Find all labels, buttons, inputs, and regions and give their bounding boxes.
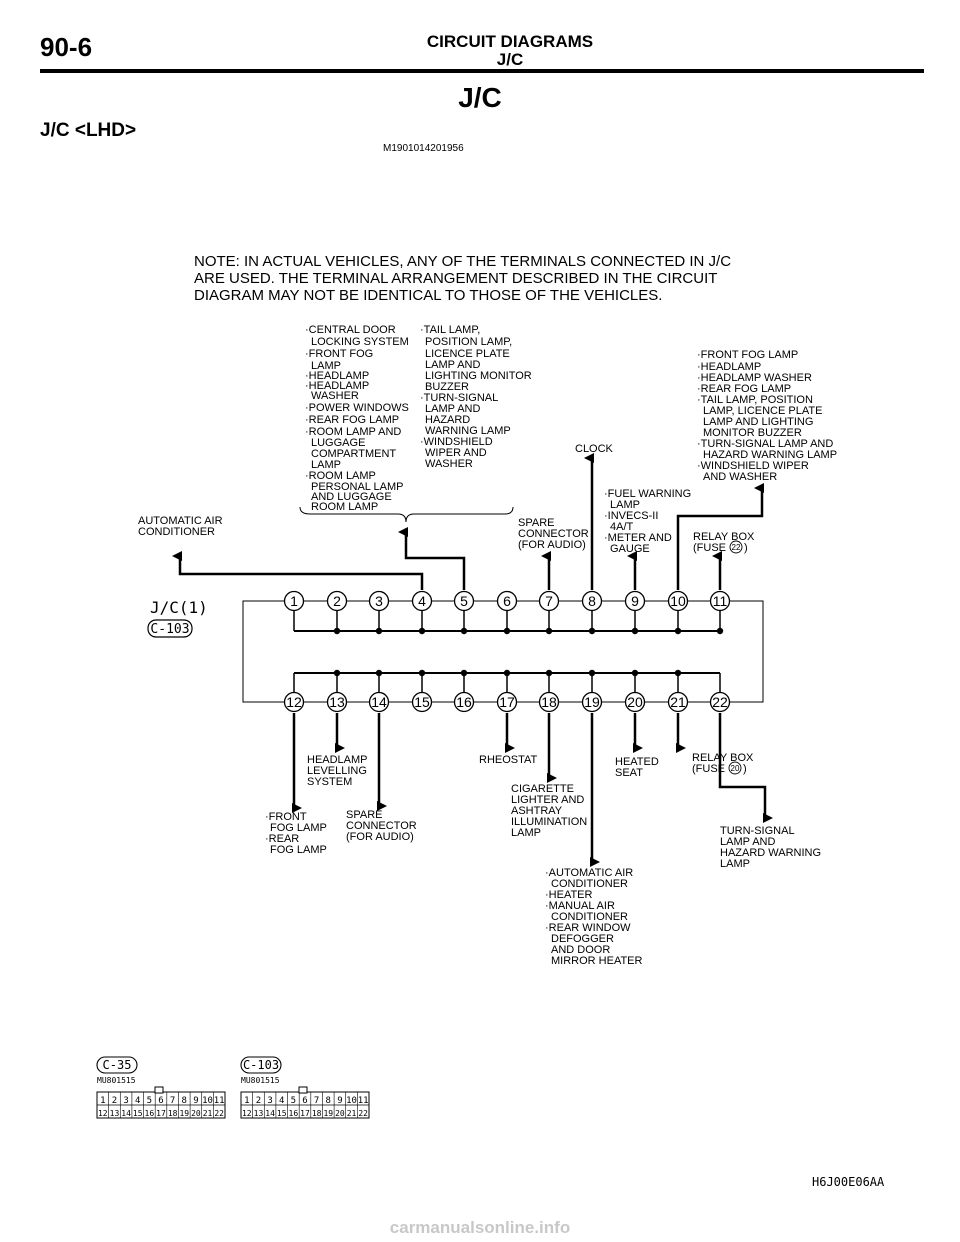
pin-number: 5 xyxy=(146,1096,153,1106)
svg-text:·INVECS-II: ·INVECS-II xyxy=(604,510,659,522)
svg-text:LAMP: LAMP xyxy=(311,459,341,471)
svg-text:LOCKING SYSTEM: LOCKING SYSTEM xyxy=(311,336,409,348)
svg-text:4A/T: 4A/T xyxy=(610,521,634,533)
svg-text:CONNECTOR: CONNECTOR xyxy=(346,820,417,832)
junction-dot xyxy=(504,670,510,676)
terminal-number: 13 xyxy=(329,694,345,710)
svg-text:MONITOR BUZZER: MONITOR BUZZER xyxy=(703,427,802,439)
watermark: carmanualsonline.info xyxy=(389,1218,571,1237)
label-cigarette xyxy=(511,783,587,839)
label-rheostat: RHEOSTAT xyxy=(479,754,538,766)
svg-text:MIRROR HEATER: MIRROR HEATER xyxy=(551,955,643,967)
pin-number: 14 xyxy=(265,1109,275,1118)
pin-number: 17 xyxy=(156,1109,166,1118)
pin-number: 21 xyxy=(202,1109,213,1118)
svg-text:WARNING LAMP: WARNING LAMP xyxy=(425,425,511,437)
junction-dot xyxy=(717,628,723,634)
terminal-number: 4 xyxy=(418,593,426,609)
junction-dot xyxy=(376,628,382,634)
svg-text:FOG LAMP: FOG LAMP xyxy=(270,844,327,856)
view-code: C-35 xyxy=(102,1058,132,1072)
label-auto-ac-top xyxy=(138,515,223,538)
terminal-number: 17 xyxy=(499,694,515,710)
pin-number: 10 xyxy=(346,1096,357,1106)
pin-number: 17 xyxy=(300,1109,310,1118)
svg-text:HEATED: HEATED xyxy=(615,756,659,768)
svg-text:HAZARD WARNING: HAZARD WARNING xyxy=(720,847,822,859)
terminal-number: 7 xyxy=(545,593,553,609)
terminal-number: 8 xyxy=(588,593,596,609)
pin-number: 11 xyxy=(213,1096,225,1106)
terminal-number: 14 xyxy=(371,694,387,710)
svg-text:·REAR: ·REAR xyxy=(265,833,300,845)
junction-dot xyxy=(632,628,638,634)
junction-dot xyxy=(376,670,382,676)
pin-number: 12 xyxy=(97,1109,108,1118)
pin-number: 4 xyxy=(135,1096,141,1106)
terminal-number: 6 xyxy=(503,593,511,609)
pin-number: 9 xyxy=(193,1096,199,1106)
svg-text:(FOR AUDIO): (FOR AUDIO) xyxy=(518,539,586,551)
svg-text:·FRONT: ·FRONT xyxy=(265,811,307,823)
svg-text:(FUSE: (FUSE xyxy=(692,763,725,775)
pin-number: 22 xyxy=(358,1109,369,1118)
svg-text:HAZARD WARNING LAMP: HAZARD WARNING LAMP xyxy=(703,449,838,461)
pin-number: 1 xyxy=(244,1096,250,1106)
svg-text:LAMP: LAMP xyxy=(311,360,341,372)
svg-text:·FRONT FOG: ·FRONT FOG xyxy=(305,348,374,360)
wire-t4-auto-ac xyxy=(180,556,422,590)
junction-dot xyxy=(334,628,340,634)
label-heated-seat xyxy=(615,756,659,779)
pin-number: 18 xyxy=(311,1109,322,1118)
svg-text:RELAY BOX: RELAY BOX xyxy=(693,531,755,543)
note-line: ARE USED. THE TERMINAL ARRANGEMENT DESCRIBED IN THE CIRCUIT xyxy=(194,270,718,287)
junction-block-outline xyxy=(243,601,763,702)
pin-number: 20 xyxy=(191,1109,201,1118)
svg-text:·CENTRAL DOOR: ·CENTRAL DOOR xyxy=(305,324,396,336)
svg-text:LEVELLING: LEVELLING xyxy=(307,765,367,777)
label-front-rear-fog xyxy=(265,811,327,856)
svg-text:SPARE: SPARE xyxy=(346,809,383,821)
junction-dot xyxy=(334,670,340,676)
svg-text:(FUSE: (FUSE xyxy=(693,542,726,554)
svg-text:): ) xyxy=(744,542,748,554)
terminal-number: 19 xyxy=(584,694,600,710)
terminal-number: 9 xyxy=(631,593,639,609)
svg-text:·ROOM LAMP AND: ·ROOM LAMP AND xyxy=(305,426,402,438)
view-part-number: MU801515 xyxy=(97,1076,136,1085)
svg-text:ROOM LAMP: ROOM LAMP xyxy=(311,501,379,513)
svg-text:POSITION LAMP,: POSITION LAMP, xyxy=(425,336,513,348)
svg-text:FOG LAMP: FOG LAMP xyxy=(270,822,327,834)
pin-number: 19 xyxy=(323,1109,334,1118)
svg-text:CONDITIONER: CONDITIONER xyxy=(551,878,628,890)
svg-text:GAUGE: GAUGE xyxy=(610,543,650,555)
label-turn-signal xyxy=(720,825,821,870)
terminal-number: 18 xyxy=(541,694,557,710)
wire-t5-central-door xyxy=(406,532,464,590)
pin-number: 13 xyxy=(253,1109,264,1118)
svg-text:·HEADLAMP: ·HEADLAMP xyxy=(697,361,762,373)
pin-number: 4 xyxy=(279,1096,285,1106)
svg-text:·TAIL LAMP,: ·TAIL LAMP, xyxy=(420,324,481,336)
svg-text:LAMP: LAMP xyxy=(720,858,750,870)
section-title: CIRCUIT DIAGRAMS xyxy=(426,32,594,51)
pin-number: 12 xyxy=(241,1109,252,1118)
svg-text:·REAR FOG LAMP: ·REAR FOG LAMP xyxy=(305,414,400,426)
svg-text:LAMP AND: LAMP AND xyxy=(720,836,776,848)
junction-dot xyxy=(461,628,467,634)
svg-text:LICENCE PLATE: LICENCE PLATE xyxy=(425,348,510,360)
label-front-fog-group xyxy=(697,349,837,483)
terminal-number: 2 xyxy=(333,593,341,609)
pin-number: 14 xyxy=(121,1109,131,1118)
section-number: 90-6 xyxy=(40,32,93,62)
diagram-title: J/C <LHD> xyxy=(40,120,137,141)
junction-dot xyxy=(419,670,425,676)
svg-text:·ROOM LAMP: ·ROOM LAMP xyxy=(305,470,376,482)
svg-text:·TURN-SIGNAL LAMP AND: ·TURN-SIGNAL LAMP AND xyxy=(697,438,834,450)
terminal-number: 12 xyxy=(286,694,302,710)
label-clock: CLOCK xyxy=(575,443,613,455)
top-terminals xyxy=(285,592,730,635)
svg-text:CONDITIONER: CONDITIONER xyxy=(138,526,215,538)
svg-text:AUTOMATIC AIR: AUTOMATIC AIR xyxy=(138,515,223,527)
svg-text:·HEATER: ·HEATER xyxy=(545,889,593,901)
terminal-number: 22 xyxy=(712,694,728,710)
junction-dot xyxy=(546,670,552,676)
svg-text:·MANUAL AIR: ·MANUAL AIR xyxy=(545,900,615,912)
svg-text:·TURN-SIGNAL: ·TURN-SIGNAL xyxy=(420,392,499,404)
svg-text:WASHER: WASHER xyxy=(425,458,473,470)
pin-number: 7 xyxy=(169,1096,176,1106)
view-part-number: MU801515 xyxy=(241,1076,280,1085)
section-subtitle: J/C xyxy=(496,50,524,69)
svg-text:HEADLAMP: HEADLAMP xyxy=(307,754,368,766)
pin-number: 21 xyxy=(346,1109,357,1118)
note-line: NOTE: IN ACTUAL VEHICLES, ANY OF THE TERMINALS CONNECTED IN J/C xyxy=(194,253,732,270)
svg-text:LAMP AND: LAMP AND xyxy=(425,359,481,371)
junction-dot xyxy=(461,670,467,676)
svg-text:DEFOGGER: DEFOGGER xyxy=(551,933,614,945)
pin-number: 16 xyxy=(288,1109,299,1118)
svg-text:AND LUGGAGE: AND LUGGAGE xyxy=(311,491,392,503)
junction-dot xyxy=(504,628,510,634)
page-title: J/C xyxy=(458,82,502,113)
pin-number: 8 xyxy=(181,1096,187,1106)
connector-code: C-103 xyxy=(150,622,190,637)
junction-dot xyxy=(675,670,681,676)
pin-number: 9 xyxy=(337,1096,343,1106)
svg-text:RELAY BOX: RELAY BOX xyxy=(692,752,754,764)
svg-text:·METER AND: ·METER AND xyxy=(604,532,672,544)
label-spare-bottom xyxy=(346,809,417,843)
figure-code: H6J00E06AA xyxy=(812,1175,885,1189)
junction-dot xyxy=(419,628,425,634)
pin-number: 2 xyxy=(111,1096,118,1106)
connector-view-c35 xyxy=(97,1057,225,1118)
pin-number: 15 xyxy=(132,1109,143,1118)
pin-number: 6 xyxy=(158,1096,164,1106)
document-code: M1901014201956 xyxy=(383,143,464,154)
svg-text:COMPARTMENT: COMPARTMENT xyxy=(311,448,397,460)
svg-text:PERSONAL LAMP: PERSONAL LAMP xyxy=(311,481,404,493)
svg-text:CONNECTOR: CONNECTOR xyxy=(518,528,589,540)
terminal-number: 10 xyxy=(670,593,686,609)
svg-text:·HEADLAMP WASHER: ·HEADLAMP WASHER xyxy=(697,372,812,384)
svg-text:WIPER AND: WIPER AND xyxy=(425,447,487,459)
svg-text:WASHER: WASHER xyxy=(311,390,359,402)
svg-text:BUZZER: BUZZER xyxy=(425,381,469,393)
svg-text:·HEADLAMP: ·HEADLAMP xyxy=(305,370,370,382)
svg-text:): ) xyxy=(743,763,747,775)
pin-number: 1 xyxy=(100,1096,106,1106)
pin-number: 7 xyxy=(313,1096,320,1106)
pin-number: 6 xyxy=(302,1096,308,1106)
note-line: DIAGRAM MAY NOT BE IDENTICAL TO THOSE OF THE VEHICLES. xyxy=(194,287,663,304)
svg-text:LIGHTING MONITOR: LIGHTING MONITOR xyxy=(425,370,532,382)
svg-text:·WINDSHIELD: ·WINDSHIELD xyxy=(420,436,493,448)
pin-number: 22 xyxy=(214,1109,225,1118)
label-relay-box-top xyxy=(693,531,755,554)
connector-view-c103 xyxy=(241,1057,369,1118)
svg-text:LAMP AND: LAMP AND xyxy=(425,403,481,415)
svg-text:LAMP AND LIGHTING: LAMP AND LIGHTING xyxy=(703,416,814,428)
view-latch xyxy=(155,1087,163,1093)
svg-text:ILLUMINATION: ILLUMINATION xyxy=(511,816,588,828)
terminal-number: 11 xyxy=(712,593,728,609)
bottom-terminals xyxy=(285,670,730,712)
terminal-number: 15 xyxy=(414,694,430,710)
svg-text:SYSTEM: SYSTEM xyxy=(307,776,353,788)
svg-text:(FOR AUDIO): (FOR AUDIO) xyxy=(346,831,414,843)
pin-number: 2 xyxy=(255,1096,262,1106)
terminal-number: 3 xyxy=(375,593,383,609)
view-latch xyxy=(299,1087,307,1093)
svg-text:LAMP: LAMP xyxy=(511,827,541,839)
svg-text:22: 22 xyxy=(731,543,741,552)
svg-text:LAMP: LAMP xyxy=(610,499,640,511)
svg-text:·REAR WINDOW: ·REAR WINDOW xyxy=(545,922,631,934)
svg-text:SEAT: SEAT xyxy=(615,767,643,779)
terminal-number: 1 xyxy=(290,593,298,609)
pin-number: 18 xyxy=(167,1109,178,1118)
pin-number: 10 xyxy=(202,1096,213,1106)
terminal-number: 21 xyxy=(670,694,686,710)
svg-text:CONDITIONER: CONDITIONER xyxy=(551,911,628,923)
svg-text:·HEADLAMP: ·HEADLAMP xyxy=(305,380,370,392)
svg-text:LUGGAGE: LUGGAGE xyxy=(311,437,366,449)
svg-text:HAZARD: HAZARD xyxy=(425,414,471,426)
junction-dot xyxy=(589,670,595,676)
svg-text:·POWER WINDOWS: ·POWER WINDOWS xyxy=(305,402,409,414)
pin-number: 11 xyxy=(357,1096,369,1106)
svg-text:LAMP, LICENCE PLATE: LAMP, LICENCE PLATE xyxy=(703,405,823,417)
pin-number: 3 xyxy=(123,1096,129,1106)
svg-text:TURN-SIGNAL: TURN-SIGNAL xyxy=(720,825,795,837)
junction-dot xyxy=(589,628,595,634)
svg-text:20: 20 xyxy=(730,764,740,773)
label-auto-ac-group xyxy=(545,867,643,967)
pin-number: 13 xyxy=(109,1109,120,1118)
pin-number: 16 xyxy=(144,1109,155,1118)
svg-text:AND DOOR: AND DOOR xyxy=(551,944,611,956)
svg-text:·AUTOMATIC AIR: ·AUTOMATIC AIR xyxy=(545,867,634,879)
pin-number: 5 xyxy=(290,1096,297,1106)
pin-number: 3 xyxy=(267,1096,273,1106)
svg-text:·FUEL WARNING: ·FUEL WARNING xyxy=(604,488,692,500)
pin-number: 8 xyxy=(325,1096,331,1106)
label-relay-box-bottom xyxy=(692,752,754,775)
top-wires xyxy=(180,458,762,590)
pin-number: 15 xyxy=(276,1109,287,1118)
svg-text:CIGARETTE: CIGARETTE xyxy=(511,783,574,795)
view-code: C-103 xyxy=(242,1058,280,1072)
label-central-door-group xyxy=(305,324,409,513)
connector-label: J/C(1) xyxy=(150,598,208,617)
svg-text:SPARE: SPARE xyxy=(518,517,555,529)
svg-text:LIGHTER AND: LIGHTER AND xyxy=(511,794,585,806)
svg-text:·FRONT FOG LAMP: ·FRONT FOG LAMP xyxy=(697,349,799,361)
svg-text:·REAR FOG LAMP: ·REAR FOG LAMP xyxy=(697,383,792,395)
terminal-number: 16 xyxy=(456,694,472,710)
junction-dot xyxy=(675,628,681,634)
label-spare-top xyxy=(518,517,589,551)
label-tail-lamp-group xyxy=(420,324,532,470)
junction-dot xyxy=(546,628,552,634)
pin-number: 20 xyxy=(335,1109,345,1118)
terminal-number: 5 xyxy=(460,593,468,609)
svg-text:ASHTRAY: ASHTRAY xyxy=(511,805,563,817)
label-headlamp-levelling xyxy=(307,754,368,788)
note-block xyxy=(194,253,731,304)
pin-number: 19 xyxy=(179,1109,190,1118)
svg-text:·TAIL LAMP, POSITION: ·TAIL LAMP, POSITION xyxy=(697,394,813,406)
svg-text:·WINDSHIELD WIPER: ·WINDSHIELD WIPER xyxy=(697,460,809,472)
terminal-number: 20 xyxy=(627,694,643,710)
svg-text:AND WASHER: AND WASHER xyxy=(703,471,778,483)
junction-dot xyxy=(632,670,638,676)
